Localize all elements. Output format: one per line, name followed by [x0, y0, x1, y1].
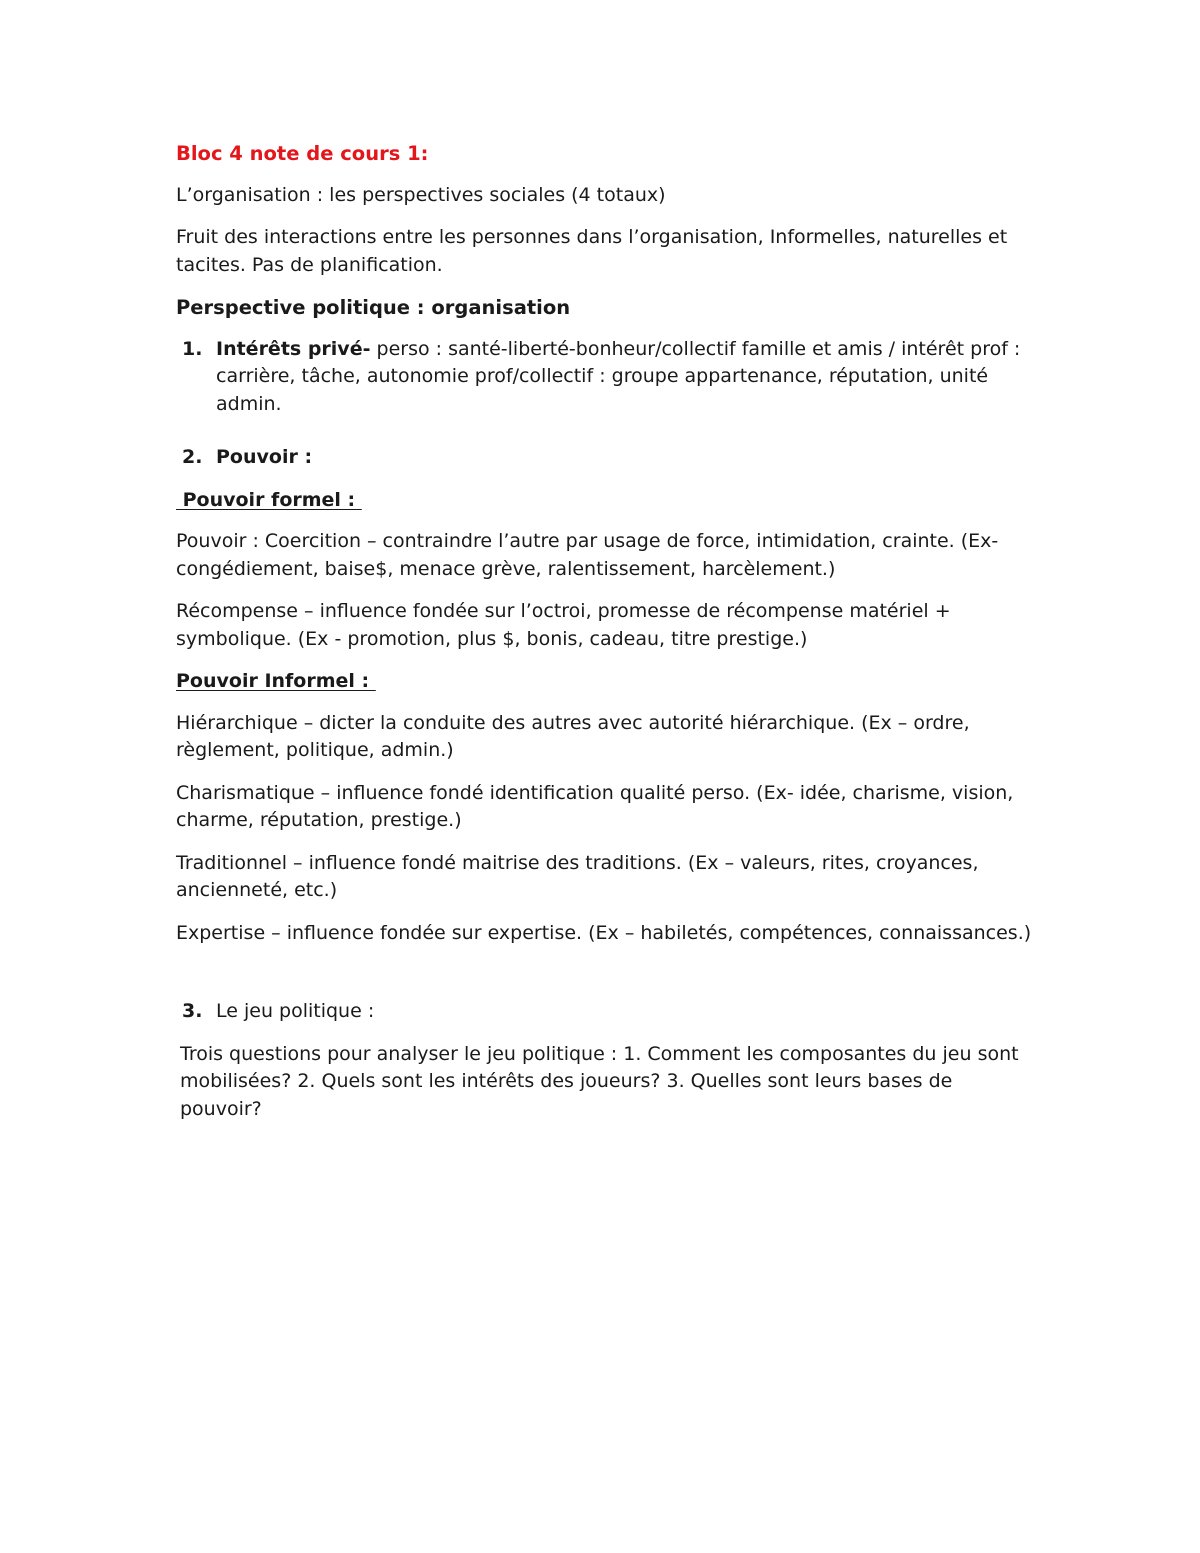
jeu-politique-label: Le jeu politique : — [216, 1000, 375, 1022]
charismatique-paragraph: Charismatique – influence fondé identification qualité perso. (Ex- idée, charisme, vision, charme, réputation, prestige.) — [176, 781, 1014, 831]
traditionnel-paragraph: Traditionnel – influence fondé maitrise des traditions. (Ex – valeurs, rites, croyances, ancienneté, etc.) — [176, 851, 979, 901]
list-body — [216, 336, 1036, 419]
document-page — [176, 140, 1036, 1138]
list-item-interets — [176, 336, 1036, 419]
perspective-heading: Perspective politique : organisation — [176, 296, 571, 319]
hierarchique-paragraph: Hiérarchique – dicter la conduite des autres avec autorité hiérarchique. (Ex – ordre, règlement, politique, admin.) — [176, 711, 970, 761]
interets-text: perso : santé-liberté-bonheur/collectif famille et amis / intérêt prof : carrière, tâche, autonomie prof/collectif : groupe appartenance, réputation, unité admin. — [216, 337, 1021, 415]
intro-paragraph: L’organisation : les perspectives sociales (4 totaux) — [176, 183, 666, 206]
list-number: 3. — [182, 1000, 203, 1022]
expertise-paragraph: Expertise – influence fondée sur expertise. (Ex – habiletés, compétences, connaissances.) — [176, 921, 1032, 944]
spacer — [176, 962, 1036, 998]
recompense-paragraph: Récompense – influence fondée sur l’octroi, promesse de récompense matériel + symbolique. (Ex - promotion, plus $, bonis, cadeau, titre prestige.) — [176, 600, 951, 650]
coercition-paragraph: Pouvoir : Coercition – contraindre l’autre par usage de force, intimidation, crainte. (Ex-congédiement, baise$, menace grève, ralentissement, harcèlement.) — [176, 530, 999, 580]
pouvoir-informel-heading: Pouvoir Informel : — [176, 670, 376, 692]
list-number: 2. — [182, 446, 203, 468]
pouvoir-formel-heading: Pouvoir formel : — [176, 488, 362, 511]
list-item-jeu-politique — [176, 998, 1036, 1026]
list-number: 1. — [182, 337, 203, 360]
trois-questions-paragraph: Trois questions pour analyser le jeu politique : 1. Comment les composantes du jeu sont mobilisées? 2. Quels sont les intérêts des joueurs? 3. Quelles sont leurs bases de pouvoir? — [180, 1042, 1019, 1120]
document-title: Bloc 4 note de cours 1: — [176, 142, 429, 165]
fruit-paragraph: Fruit des interactions entre les personnes dans l’organisation, Informelles, naturelles et tacites. Pas de planification. — [176, 226, 1008, 276]
pouvoir-label: Pouvoir : — [216, 446, 313, 468]
interets-label: Intérêts privé- — [216, 337, 371, 360]
list-item-pouvoir — [176, 444, 1036, 472]
